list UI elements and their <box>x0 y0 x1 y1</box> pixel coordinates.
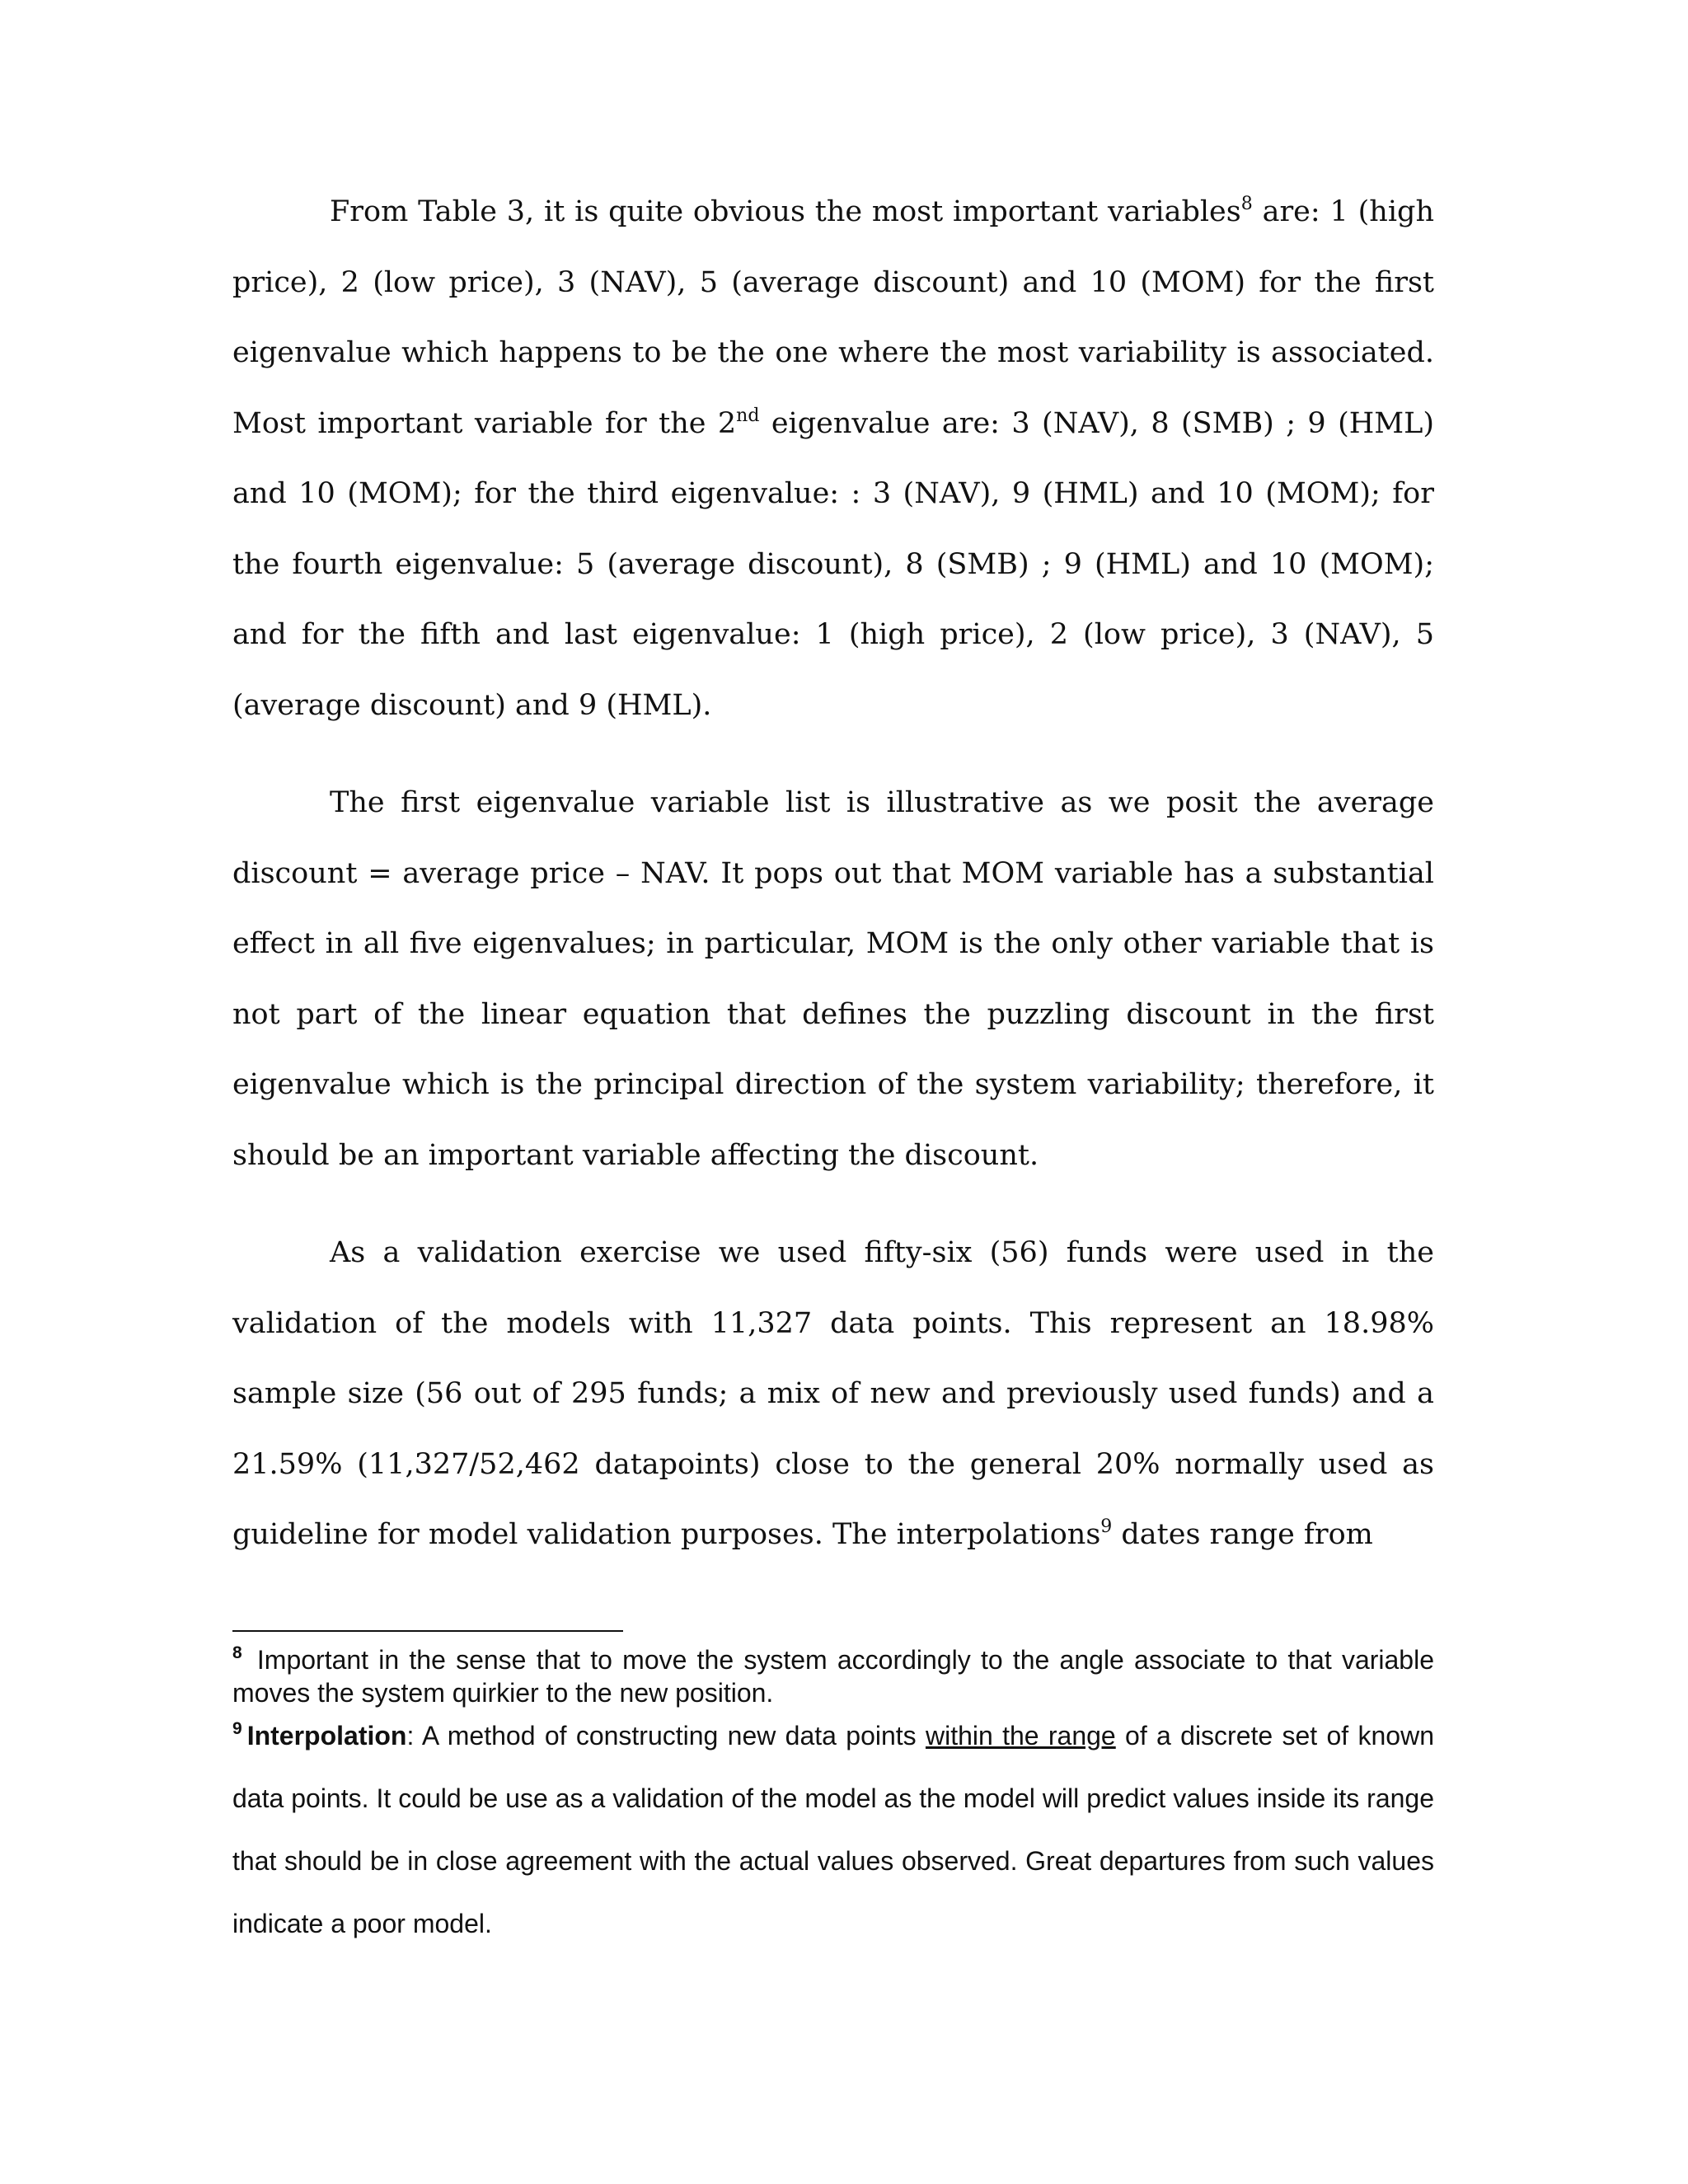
footnote-text: of a discrete set of known data points. It could be use as a validation of the model as the model will predict values inside its range that should be in close agreement with the actual values observed. Great departures from such values indicate a poor model. <box>232 1721 1435 1938</box>
footnote-mark: 8 <box>232 1643 242 1662</box>
paragraph-eigenvalue-variables <box>232 177 1434 741</box>
footnote-underlined-text: within the range <box>925 1721 1116 1750</box>
footnote-text: Important in the sense that to move the system accordingly to the angle associate to that variable moves the system quirkier to the new position. <box>232 1645 1434 1708</box>
footnote-separator <box>232 1630 623 1632</box>
footnote-term: Interpolation <box>246 1721 407 1750</box>
paragraph-text: The first eigenvalue variable list is illustrative as we posit the average discount = average price – NAV. It pops out that MOM variable has a substantial effect in all five eigenvalues; in particular, MOM is the only other variable that is not part of the linear equation that defines the puzzling discount in the first eigenvalue which is the principal direction of the system variability; therefore, it should be an important variable affecting the discount. <box>232 786 1434 1172</box>
footnote-ref-8: 8 <box>1240 194 1253 214</box>
paragraph-text: As a validation exercise we used fifty-six (56) funds were used in the validation of the models with 11,327 data points. This represent an 18.98% sample size (56 out of 295 funds; a mix of new and previously used funds) and a 21.59% (11,327/52,462 datapoints) close to the general 20% normally used as guideline for model validation purposes. The interpolations <box>232 1236 1434 1551</box>
ordinal-superscript: nd <box>736 405 760 426</box>
paragraph-text: eigenvalue are: 3 (NAV), 8 (SMB) ; 9 (HML) and 10 (MOM); for the third eigenvalue: : 3 (NAV), 9 (HML) and 10 (MOM); for the fourth eigenvalue: 5 (average discount), 8 (SMB) ; 9 (HML) and 10 (MOM); and for the fifth and last eigenvalue: 1 (high price), 2 (low price), 3 (NAV), 5 (average discount) and 9 (HML). <box>232 406 1434 722</box>
paragraph-validation <box>232 1218 1434 1571</box>
paragraph-text: dates range from <box>1112 1518 1373 1551</box>
footnote-8 <box>232 1643 1434 1709</box>
paragraph-text: From Table 3, it is quite obvious the most important variables <box>330 195 1241 228</box>
footnote-text: : A method of constructing new data points <box>406 1721 926 1750</box>
footnote-ref-9: 9 <box>1100 1516 1113 1537</box>
footnote-mark: 9 <box>232 1719 242 1738</box>
paragraph-text: are: 1 (high price), 2 (low price), 3 (NAV), 5 (average discount) and 10 (MOM) for the first eigenvalue which happens to be the one where the most variability is associated. Most important variable for the 2 <box>232 195 1434 440</box>
footnote-9 <box>232 1704 1434 1955</box>
paragraph-first-eigenvalue <box>232 768 1434 1191</box>
